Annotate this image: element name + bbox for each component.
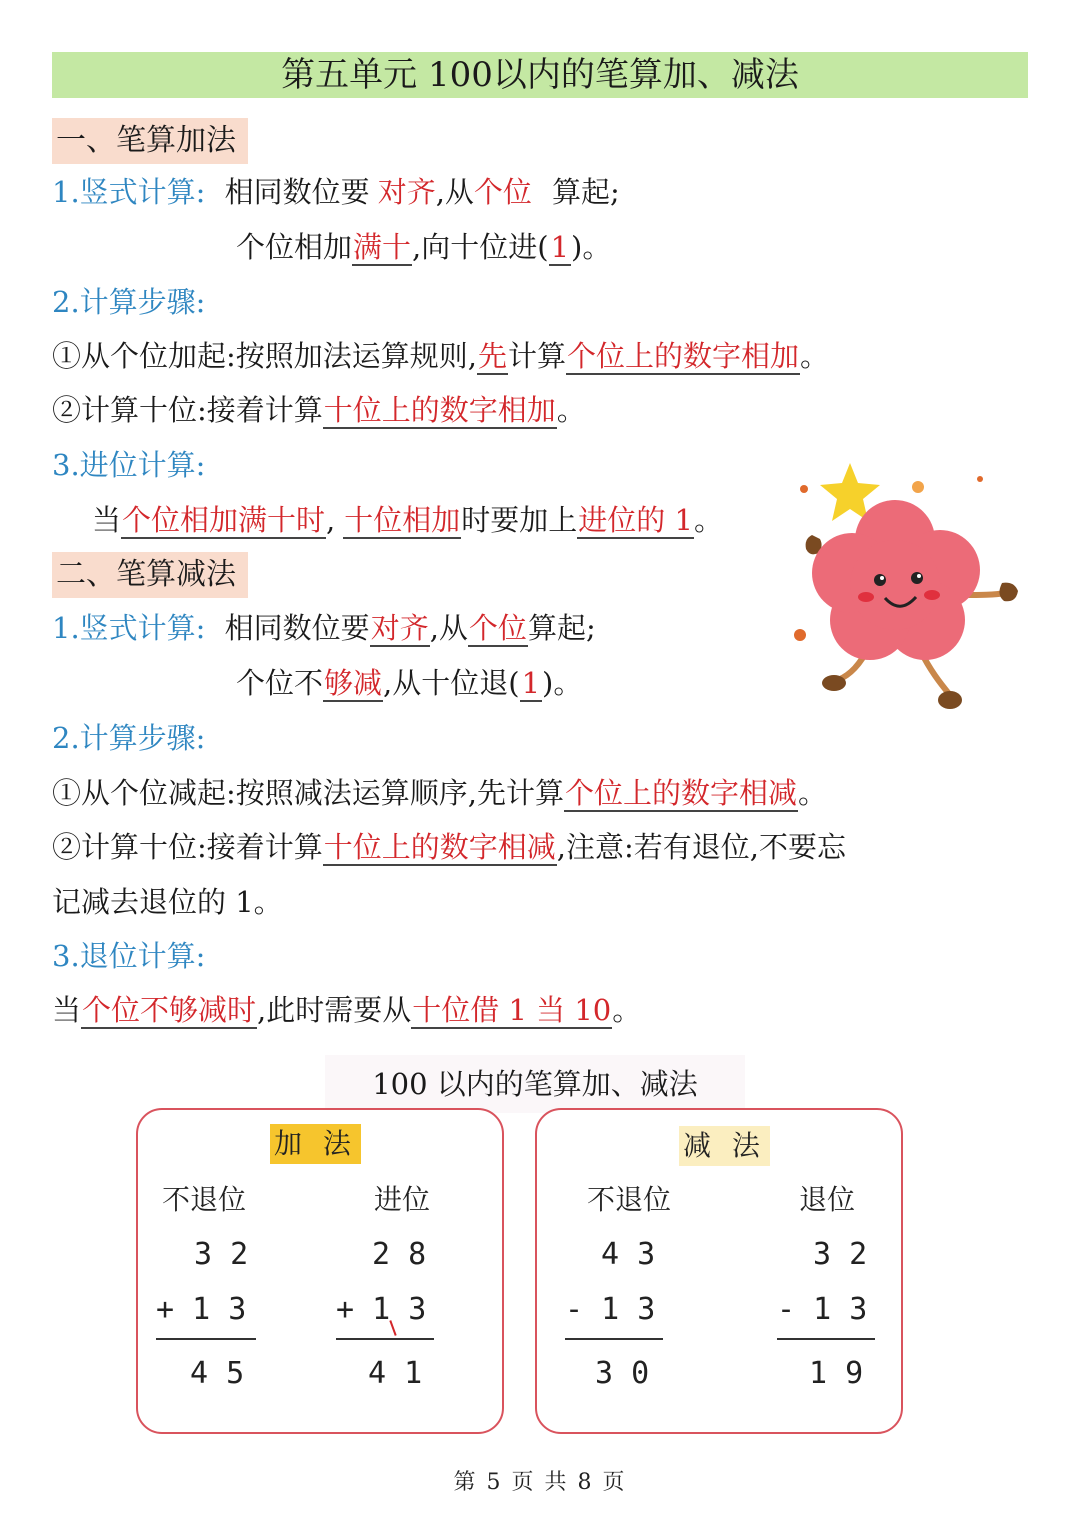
answer-align: 对齐 xyxy=(377,175,436,209)
calc-rule xyxy=(777,1338,875,1340)
text: 当 xyxy=(52,993,82,1027)
answer-tens-diff: 十位上的数字相减 xyxy=(323,830,556,864)
answer-borrow-ten: 十位借 1 当 10 xyxy=(412,993,612,1027)
calc-top: 3 2 xyxy=(194,1237,249,1272)
subtraction-panel xyxy=(535,1108,903,1434)
text: ①从个位加起:按照加法运算规则, xyxy=(52,339,477,373)
text: 算起; xyxy=(551,175,620,209)
answer-ones-full-ten: 个位相加满十时 xyxy=(122,503,326,537)
text: 个位不 xyxy=(236,666,324,700)
calc-result: 1 9 xyxy=(809,1356,864,1391)
addition-panel xyxy=(136,1108,504,1434)
answer-ones-place: 个位 xyxy=(468,611,527,645)
text: )。 xyxy=(571,230,612,264)
text: , xyxy=(326,503,336,537)
calc-rule xyxy=(565,1338,663,1340)
text: 个位相加 xyxy=(236,230,353,264)
calc-operand: + 1 3 xyxy=(156,1292,247,1327)
answer-ones-diff: 个位上的数字相减 xyxy=(565,776,798,810)
text: 相同数位要 xyxy=(224,611,370,645)
text: 相同数位要 xyxy=(224,175,370,209)
answer-ones-place: 个位 xyxy=(473,175,532,209)
calc-operand: - 1 3 xyxy=(777,1292,868,1327)
text: ,注意:若有退位,不要忘 xyxy=(556,830,847,864)
subtraction-borrow-label: 3.退位计算: xyxy=(52,939,206,973)
text: 算起; xyxy=(527,611,596,645)
column-head-borrow: 退位 xyxy=(799,1183,856,1216)
text: )。 xyxy=(542,666,583,700)
page-footer: 第 5 页 共 8 页 xyxy=(453,1470,627,1495)
subtraction-vertical-label: 1.竖式计算: xyxy=(52,611,206,645)
calc-rule xyxy=(336,1338,434,1340)
subtraction-steps-label: 2.计算步骤: xyxy=(52,721,206,755)
subtraction-panel-label: 减 法 xyxy=(679,1126,770,1166)
column-head-no-borrow: 不退位 xyxy=(587,1183,672,1216)
subtraction-step2-cont: 记减去退位的 1。 xyxy=(52,885,283,919)
subtraction-step1 xyxy=(52,773,827,813)
addition-vertical-label: 1.竖式计算: xyxy=(52,175,206,209)
answer-tens-add: 十位相加 xyxy=(344,503,461,537)
calc-operand: - 1 3 xyxy=(565,1292,656,1327)
calc-top: 4 3 xyxy=(601,1237,656,1272)
text: ,向十位进( xyxy=(412,230,549,264)
addition-carry-label: 3.进位计算: xyxy=(52,448,206,482)
answer-full-ten: 满十 xyxy=(353,230,412,264)
page-title: 第五单元 100以内的笔算加、减法 xyxy=(52,52,1028,98)
flower-mascot-illustration xyxy=(790,455,1040,725)
addition-step1 xyxy=(52,336,829,376)
addition-panel-label: 加 法 xyxy=(270,1124,361,1164)
answer-borrow-one: 1 xyxy=(521,666,541,700)
section-heading-addition: 一、笔算加法 xyxy=(52,118,248,164)
answer-not-enough: 够减 xyxy=(324,666,383,700)
addition-carry-text xyxy=(92,500,723,540)
addition-step2 xyxy=(52,390,586,430)
calc-operand: + 1 3 xyxy=(336,1292,427,1327)
column-head-no-carry: 不退位 xyxy=(162,1183,247,1216)
answer-align: 对齐 xyxy=(370,611,429,645)
text: 。 xyxy=(798,776,828,810)
text: ①从个位减起:按照减法运算顺序,先计算 xyxy=(52,776,564,810)
calc-result: 3 0 xyxy=(595,1356,650,1391)
section-heading-subtraction: 二、笔算减法 xyxy=(52,552,248,598)
addition-steps-label: 2.计算步骤: xyxy=(52,285,206,319)
text: ,从 xyxy=(429,611,468,645)
text: ,此时需要从 xyxy=(257,993,412,1027)
calc-top: 3 2 xyxy=(813,1237,868,1272)
subtraction-vertical-line2 xyxy=(236,663,582,703)
addition-vertical-line2 xyxy=(236,227,611,267)
subtraction-vertical-line1 xyxy=(52,608,596,648)
answer-first: 先 xyxy=(478,339,508,373)
answer-ones-sum: 个位上的数字相加 xyxy=(567,339,800,373)
calc-result: 4 5 xyxy=(190,1356,245,1391)
diagram-title: 100 以内的笔算加、减法 xyxy=(325,1055,745,1113)
column-head-carry: 进位 xyxy=(374,1183,431,1216)
text: 。 xyxy=(556,393,586,427)
addition-vertical-line1 xyxy=(52,172,620,212)
answer-ones-not-enough: 个位不够减时 xyxy=(82,993,257,1027)
subtraction-step2 xyxy=(52,827,846,867)
text: 当 xyxy=(92,503,122,537)
calc-top: 2 8 xyxy=(372,1237,427,1272)
text: ②计算十位:接着计算 xyxy=(52,830,323,864)
answer-tens-sum: 十位上的数字相加 xyxy=(323,393,556,427)
text: ,从十位退( xyxy=(383,666,520,700)
answer-carried-one: 进位的 1 xyxy=(578,503,693,537)
text: 时要加上 xyxy=(461,503,578,537)
calc-result: 4 1 xyxy=(368,1356,423,1391)
text: 。 xyxy=(800,339,830,373)
subtraction-borrow-text xyxy=(52,990,641,1030)
text: ②计算十位:接着计算 xyxy=(52,393,323,427)
text: 。 xyxy=(612,993,642,1027)
text: 计算 xyxy=(508,339,567,373)
answer-carry-one: 1 xyxy=(550,230,570,264)
calc-rule xyxy=(156,1338,256,1340)
text: ,从 xyxy=(435,175,474,209)
text: 。 xyxy=(693,503,723,537)
